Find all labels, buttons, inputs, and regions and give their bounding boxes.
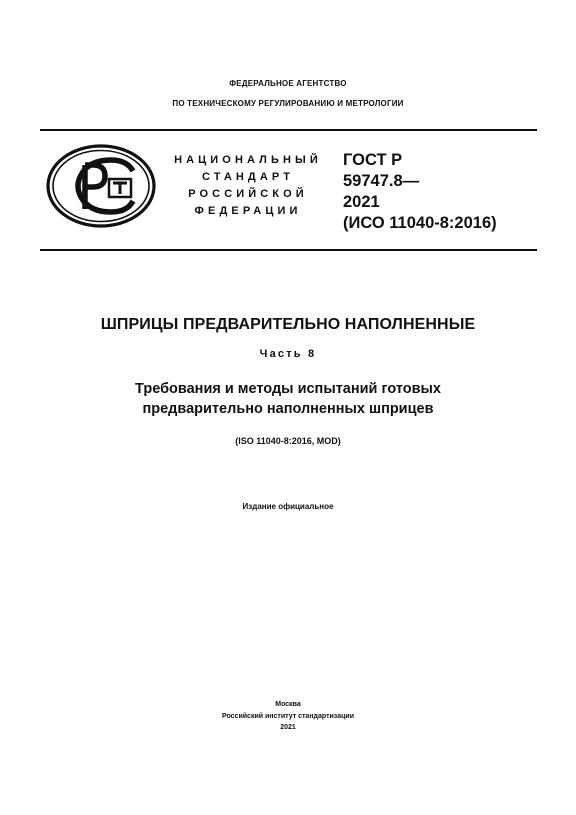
- middle-divider: [40, 249, 537, 251]
- designation-line3: 2021: [343, 193, 380, 211]
- document-title: ШПРИЦЫ ПРЕДВАРИТЕЛЬНО НАПОЛНЕННЫЕ: [100, 316, 476, 333]
- imprint: [0, 699, 576, 734]
- iso-reference: (ISO 11040-8:2016, MOD): [235, 436, 341, 446]
- edition-label: Издание официальное: [242, 502, 334, 511]
- top-divider: [40, 129, 537, 131]
- imprint-city: Москва: [275, 701, 301, 708]
- standard-type-line4: ФЕДЕРАЦИИ: [194, 205, 302, 217]
- agency-name-line1: ФЕДЕРАЛЬНОЕ АГЕНТСТВО: [229, 79, 347, 88]
- subtitle-line1: Требования и методы испытаний готовых: [135, 381, 441, 397]
- designation-line1: ГОСТ Р: [343, 151, 403, 169]
- agency-name-line2: ПО ТЕХНИЧЕСКОМУ РЕГУЛИРОВАНИЮ И МЕТРОЛОГИИ: [172, 99, 404, 108]
- standard-type-line2: СТАНДАРТ: [201, 171, 295, 183]
- subtitle-line2: предварительно наполненных шприцев: [142, 401, 434, 417]
- standard-type-line1: НАЦИОНАЛЬНЫЙ: [174, 154, 322, 166]
- document-part: Часть 8: [259, 348, 317, 360]
- imprint-publisher: Российский институт стандартизации: [221, 712, 354, 720]
- standard-type-line3: РОССИЙСКОЙ: [188, 188, 308, 200]
- designation-line4: (ИСО 11040-8:2016): [343, 214, 497, 232]
- document-subtitle: [0, 379, 576, 419]
- designation-line2: 59747.8—: [343, 172, 420, 190]
- standard-designation: [343, 150, 497, 234]
- imprint-year: 2021: [280, 724, 296, 731]
- rst-certification-mark-icon: [45, 143, 157, 229]
- standard-type-block: [168, 152, 328, 220]
